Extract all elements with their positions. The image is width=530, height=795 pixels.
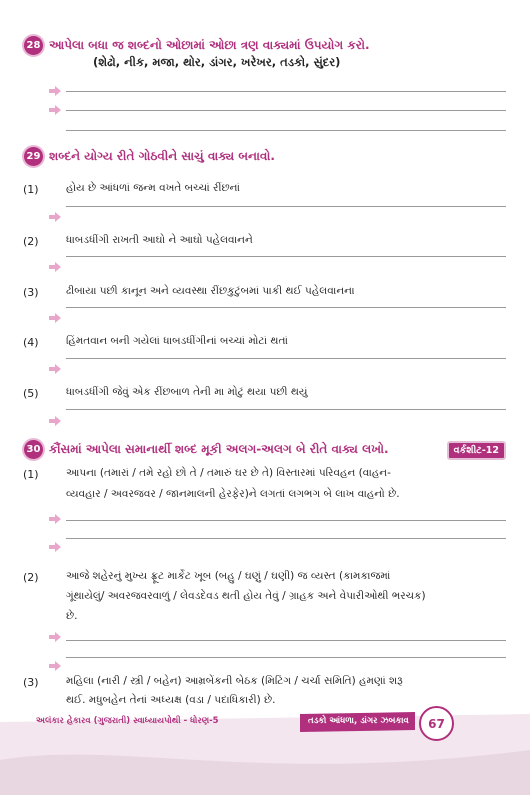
item-number: (2) [23, 235, 39, 248]
item-text-line: આપના (તમારાં / તમે રહો છો તે / તમારું ઘર છે તે) વિસ્તારમાં પરિવહન (વાહન- [66, 467, 391, 479]
arrow-icon [49, 212, 61, 222]
item-number: (4) [23, 336, 39, 349]
answer-line [66, 110, 506, 111]
footer-book-title: અલંકાર હેકારવ (ગુજરાતી) સ્વાધ્યાયપોથી - ધોરણ-5 [36, 716, 219, 726]
item-text: હિંમતવાન બની ગયેલાં ધાબડધીંગીનાં બચ્ચાં મોટાં થતાં [66, 335, 288, 347]
word-list: (શેઢો, નીક, મજા, થોર, ડાંગર, ખરેખર, તડકો, સુંદર) [93, 55, 341, 69]
answer-line [66, 307, 506, 308]
item-number: (3) [23, 676, 39, 689]
arrow-icon [49, 514, 61, 524]
arrow-icon [49, 542, 61, 552]
question-title: શબ્દને યોગ્ય રીતે ગોઠવીને સાચું વાક્ય બનાવો. [49, 149, 275, 163]
question-30-header [24, 440, 389, 459]
item-text: ધાબડધીંગી જેવું એક રીંછબાળ તેની મા મોટું થયા પછી થયું [66, 386, 308, 398]
answer-line [66, 657, 506, 658]
item-text-line: થઈ. મધુબહેન તેનાં અધ્યક્ષ (વડા / પદાધિકારી) છે. [66, 694, 276, 706]
item-number: (2) [23, 571, 39, 584]
item-number: (1) [23, 468, 39, 481]
arrow-icon [49, 105, 61, 115]
arrow-icon [49, 364, 61, 374]
page-number: 67 [419, 706, 454, 741]
answer-line [66, 206, 506, 207]
question-29-header [24, 147, 275, 166]
question-title: કૌંસમાં આપેલા સમાનાર્થી શબ્દ મૂકી અલગ-અલગ બે રીતે વાક્ય લખો. [49, 442, 389, 456]
arrow-icon [49, 632, 61, 642]
answer-line [66, 256, 506, 257]
answer-line [66, 130, 506, 131]
answer-line [66, 91, 506, 92]
item-text-line: વ્યવહાર / અવરજવર / જાનમાલની હેરફેર)ને લગતાં લગભગ બે લાખ વાહનો છે. [66, 488, 400, 500]
item-text: ધાબડધીંગી રાખતી આઘો ને આઘો પહેલવાનને [66, 234, 253, 246]
item-text-line: મહિલા (નારી / સ્ત્રી / બહેન) આમ્રબેંકની બેઠક (મિટિંગ / ચર્ચા સમિતિ) હમણાં શરૂ [66, 675, 403, 687]
answer-line [66, 640, 506, 641]
arrow-icon [49, 416, 61, 426]
item-text: ઢીબાયા પછી કાનૂન અને વ્યવસ્થા રીંછકુટુંબમાં પાકી થઈ પહેલવાનના [66, 285, 355, 297]
arrow-icon [49, 661, 61, 671]
arrow-icon [49, 86, 61, 96]
item-number: (3) [23, 286, 39, 299]
footer-lesson-title: તડકો આંધળા, ડાંગર ઝબકાવ [308, 716, 409, 726]
item-text-line: ગૂંથાયેલું/ અવરજવરવાળું / લેવડદેવડ થતી હોય તેવું / ગ્રાહક અને વેપારીઓથી ભરચક) [66, 590, 426, 602]
answer-line [66, 409, 506, 410]
item-number: (5) [23, 387, 39, 400]
item-text: હોય છે આંધળાં જન્મ વખતે બચ્ચાં રીંછનાં [66, 182, 240, 194]
answer-line [66, 520, 506, 521]
question-number-badge: 28 [24, 36, 43, 55]
question-number-badge: 30 [24, 440, 43, 459]
question-number-badge: 29 [24, 147, 43, 166]
item-number: (1) [23, 183, 39, 196]
answer-line [66, 358, 506, 359]
question-title: આપેલા બધા જ શબ્દનો ઓછામાં ઓછા ત્રણ વાક્યમાં ઉપયોગ કરો. [49, 38, 370, 52]
question-28-header [24, 36, 370, 55]
arrow-icon [49, 262, 61, 272]
item-text-line: આજે શહેરનું મુખ્ય ફ્રૂટ માર્કેટ ખૂબ (બહુ / ઘણું / ઘણી) જ વ્યસ્ત (કામકાજમાં [66, 570, 391, 582]
worksheet-badge: વર્કશીટ-12 [447, 441, 506, 460]
answer-line [66, 538, 506, 539]
item-text-line: છે. [66, 610, 78, 622]
arrow-icon [49, 313, 61, 323]
